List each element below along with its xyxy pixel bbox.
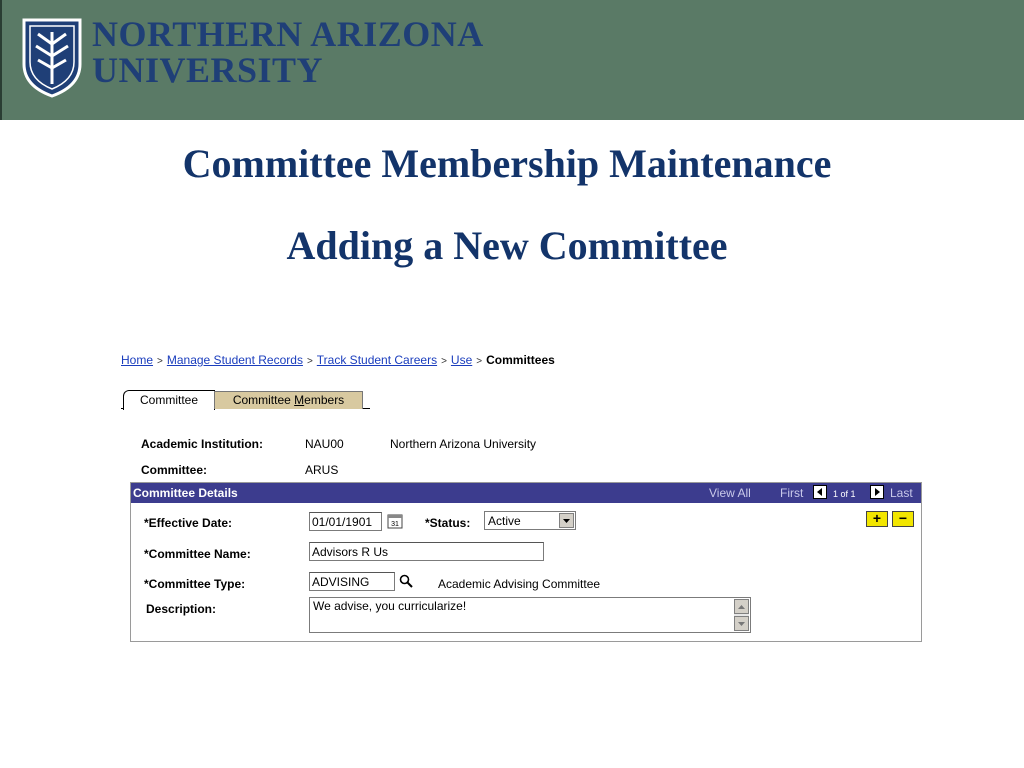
add-row-button[interactable]: + <box>866 511 888 527</box>
institution-label: Academic Institution: <box>141 437 264 451</box>
institution-code: NAU00 <box>305 437 344 451</box>
triangle-left-icon <box>814 486 826 498</box>
chevron-down-icon <box>560 514 573 527</box>
tab-committee[interactable]: Committee <box>123 390 215 410</box>
committee-name-label: *Committee Name: <box>144 547 251 561</box>
view-all-link[interactable]: View All <box>709 486 751 500</box>
last-link[interactable]: Last <box>890 486 913 500</box>
committee-type-description: Academic Advising Committee <box>438 577 601 591</box>
tab-committee-members[interactable] <box>214 391 363 409</box>
row-position: 1 of 1 <box>833 489 856 499</box>
dropdown-arrow-icon[interactable] <box>559 513 574 528</box>
committee-name-input[interactable]: Advisors R Us <box>309 542 544 561</box>
breadcrumb-use-link[interactable]: Use <box>450 353 473 367</box>
breadcrumb <box>121 353 555 367</box>
tab-members-label-pre: Committee <box>232 393 295 407</box>
breadcrumb-separator-icon: > <box>306 356 313 367</box>
page-tabs <box>121 389 371 411</box>
first-link[interactable]: First <box>780 486 804 500</box>
calendar-icon[interactable] <box>387 513 403 529</box>
breadcrumb-manage-link[interactable]: Manage Student Records <box>166 353 303 367</box>
triangle-right-icon <box>871 486 883 498</box>
delete-row-button[interactable]: − <box>892 511 914 527</box>
university-shield-logo <box>20 14 84 98</box>
breadcrumb-separator-icon: > <box>157 356 163 367</box>
university-name-line2: UNIVERSITY <box>92 50 324 90</box>
description-label: Description: <box>146 602 217 616</box>
committee-value: ARUS <box>305 463 339 477</box>
breadcrumb-current: Committees <box>486 353 555 367</box>
search-icon[interactable] <box>398 573 414 589</box>
description-text: We advise, you curricularize! <box>313 599 467 613</box>
slide-title: Committee Membership Maintenance <box>182 141 832 186</box>
breadcrumb-home-link[interactable]: Home <box>121 353 154 367</box>
breadcrumb-separator-icon: > <box>476 356 483 367</box>
breadcrumb-track-link[interactable]: Track Student Careers <box>316 353 438 367</box>
status-select[interactable] <box>484 511 576 530</box>
description-scrollbar[interactable] <box>734 599 749 631</box>
status-value: Active <box>488 514 521 528</box>
effective-date-label: *Effective Date: <box>144 516 233 530</box>
scroll-down-button[interactable] <box>734 616 749 631</box>
banner-edge <box>0 0 2 120</box>
tab-members-label-post: embers <box>304 393 345 407</box>
breadcrumb-separator-icon: > <box>441 356 447 367</box>
next-row-button[interactable] <box>870 485 884 499</box>
effective-date-input[interactable]: 01/01/1901 <box>309 512 382 531</box>
committee-type-label: *Committee Type: <box>144 577 246 591</box>
institution-name: Northern Arizona University <box>390 437 537 451</box>
slide-subtitle: Adding a New Committee <box>286 223 728 268</box>
triangle-down-icon <box>735 617 748 630</box>
committee-details-title: Committee Details <box>133 486 238 500</box>
header-banner <box>0 0 1024 120</box>
committee-details-header <box>131 483 921 503</box>
university-name-line1: NORTHERN ARIZONA <box>92 14 484 54</box>
committee-type-input[interactable]: ADVISING <box>309 572 395 591</box>
committee-label: Committee: <box>141 463 208 477</box>
tab-members-label-accesskey: M <box>294 393 305 407</box>
previous-row-button[interactable] <box>813 485 827 499</box>
scroll-up-button[interactable] <box>734 599 749 614</box>
description-textarea[interactable] <box>309 597 751 633</box>
triangle-up-icon <box>735 600 748 613</box>
status-label: *Status: <box>425 516 471 530</box>
svg-text:31: 31 <box>391 521 399 528</box>
university-name <box>92 16 484 88</box>
